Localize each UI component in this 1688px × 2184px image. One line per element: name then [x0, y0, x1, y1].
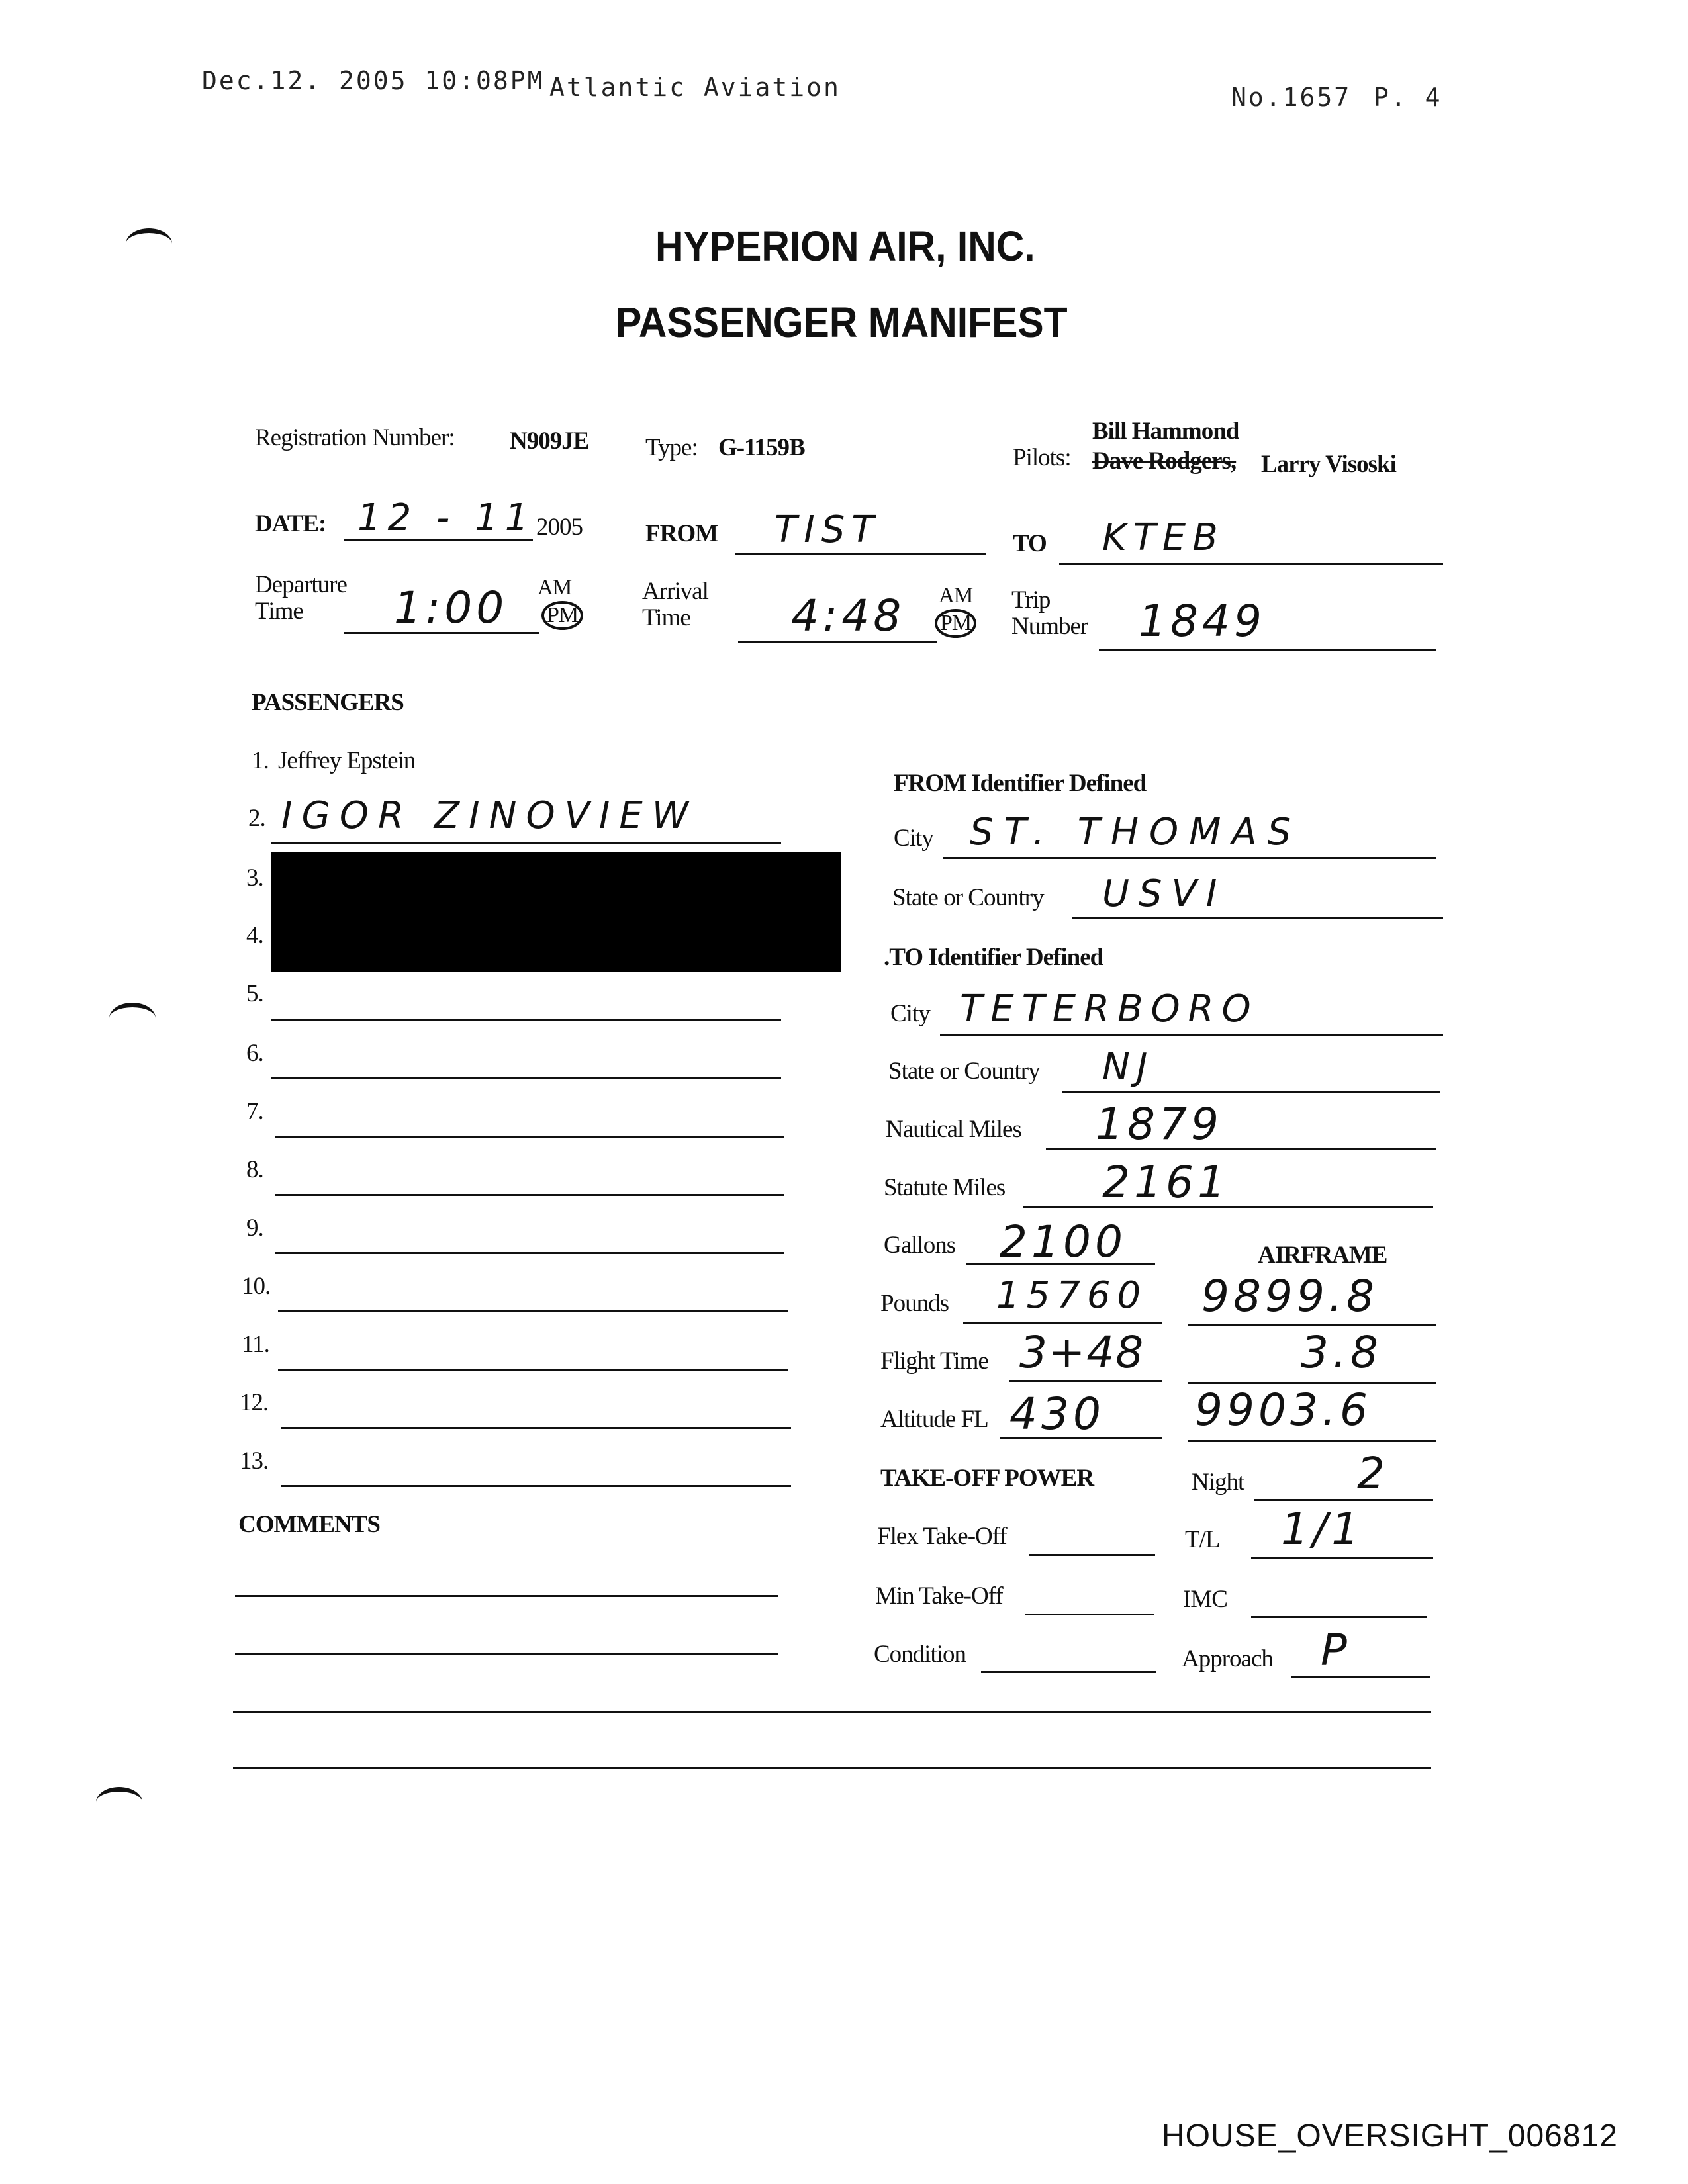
- airframe-1-value: 9899.8: [1201, 1271, 1378, 1322]
- statute-miles-value: 2161: [1102, 1157, 1229, 1208]
- approach-line: [1291, 1676, 1430, 1678]
- flight-time-line: [1009, 1380, 1162, 1382]
- passenger-name-2: IGOR ZINOVIEW: [281, 794, 698, 837]
- statute-miles-label: Statute Miles: [884, 1174, 1006, 1201]
- struck-pilot: Dave Rodgers,: [1092, 447, 1237, 475]
- registration-label: Registration Number:: [255, 424, 455, 451]
- passenger-number-5: 5.: [246, 980, 263, 1007]
- from-city-value: ST. THOMAS: [970, 811, 1302, 854]
- arrival-label-1: Arrival: [642, 578, 708, 605]
- departure-value: 1:00: [394, 582, 508, 633]
- fax-datetime: Dec.12. 2005 10:08PM: [202, 66, 545, 95]
- arrival-value: 4:48: [791, 590, 906, 641]
- condition-label: Condition: [874, 1641, 966, 1668]
- arrival-am: AM: [939, 584, 973, 608]
- altitude-value: 430: [1009, 1388, 1105, 1439]
- form-title: PASSENGER MANIFEST: [616, 298, 1068, 346]
- comment-line-1: [235, 1595, 778, 1597]
- nautical-miles-label: Nautical Miles: [886, 1116, 1021, 1143]
- flex-takeoff-line: [1029, 1554, 1155, 1556]
- approach-label: Approach: [1182, 1645, 1273, 1672]
- passenger-number-2: 2.: [248, 805, 265, 832]
- to-label: TO: [1013, 530, 1047, 557]
- airframe-2-line: [1188, 1382, 1436, 1384]
- departure-am: AM: [538, 576, 572, 600]
- passenger-line-11: [278, 1369, 788, 1371]
- gallons-value: 2100: [1000, 1216, 1127, 1267]
- comments-heading: COMMENTS: [238, 1511, 380, 1538]
- flight-time-label: Flight Time: [880, 1347, 988, 1375]
- passenger-number-11: 11.: [242, 1331, 269, 1358]
- passenger-number-6: 6.: [246, 1040, 263, 1067]
- takeoff-power-heading: TAKE-OFF POWER: [880, 1465, 1094, 1492]
- company-name: HYPERION AIR, INC.: [655, 222, 1035, 270]
- to-city-label: City: [890, 1000, 930, 1027]
- punch-hole-mark: [109, 1003, 156, 1034]
- min-takeoff-label: Min Take-Off: [875, 1582, 1003, 1610]
- other-pilot: Larry Visoski: [1261, 451, 1396, 478]
- from-identifier-heading: FROM Identifier Defined: [894, 770, 1147, 797]
- fax-sender: Atlantic Aviation: [549, 73, 841, 102]
- redaction-box: [271, 852, 841, 972]
- passenger-line-12: [281, 1427, 791, 1429]
- type-value: G-1159B: [718, 434, 805, 461]
- to-city-value: TETERBORO: [960, 987, 1259, 1030]
- to-identifier-heading: .TO Identifier Defined: [884, 944, 1103, 971]
- airframe-3-line: [1188, 1440, 1436, 1442]
- to-city-line: [940, 1034, 1443, 1036]
- passenger-number-9: 9.: [246, 1214, 263, 1242]
- airframe-heading: AIRFRAME: [1258, 1242, 1387, 1269]
- fax-number: No.1657: [1231, 83, 1352, 112]
- passenger-line-7: [275, 1136, 784, 1138]
- imc-label: IMC: [1183, 1586, 1227, 1613]
- from-label: FROM: [645, 520, 718, 547]
- from-city-label: City: [894, 825, 933, 852]
- comment-line-2: [235, 1653, 778, 1655]
- pounds-line: [963, 1322, 1162, 1324]
- from-state-line: [1072, 917, 1443, 919]
- passenger-name-1: Jeffrey Epstein: [278, 747, 416, 774]
- night-line: [1254, 1499, 1433, 1501]
- punch-hole-mark: [96, 1787, 142, 1818]
- arrival-label-2: Time: [642, 604, 690, 631]
- passenger-line-2: [271, 842, 781, 844]
- passenger-number-10: 10.: [242, 1273, 271, 1300]
- pilots-label: Pilots:: [1013, 444, 1071, 471]
- passenger-line-9: [275, 1252, 784, 1254]
- to-state-value: NJ: [1102, 1046, 1154, 1089]
- passengers-heading: PASSENGERS: [252, 689, 404, 716]
- airframe-2-value: 3.8: [1301, 1327, 1382, 1378]
- arrival-pm-circled: PM: [935, 609, 976, 638]
- from-city-line: [943, 857, 1436, 859]
- passenger-number-13: 13.: [240, 1447, 269, 1475]
- from-value: TIST: [774, 508, 881, 551]
- tl-value: 1/1: [1281, 1504, 1364, 1555]
- to-state-line: [1062, 1091, 1440, 1093]
- passenger-number-12: 12.: [240, 1389, 269, 1416]
- from-state-label: State or Country: [892, 884, 1044, 911]
- imc-line: [1251, 1616, 1427, 1618]
- pounds-label: Pounds: [880, 1290, 949, 1317]
- trip-label-1: Trip: [1011, 586, 1051, 614]
- departure-label-1: Departure: [255, 571, 347, 598]
- passenger-line-13: [281, 1485, 791, 1487]
- departure-label-2: Time: [255, 598, 303, 625]
- tl-line: [1251, 1557, 1433, 1559]
- bates-number: HOUSE_OVERSIGHT_006812: [1162, 2118, 1618, 2154]
- flex-takeoff-label: Flex Take-Off: [877, 1523, 1007, 1550]
- passenger-number-7: 7.: [246, 1098, 263, 1125]
- nautical-miles-value: 1879: [1096, 1099, 1223, 1150]
- trip-line: [1099, 649, 1436, 651]
- altitude-label: Altitude FL: [880, 1406, 988, 1433]
- date-year: 2005: [536, 514, 583, 541]
- date-line: [344, 539, 533, 541]
- passenger-number-3: 3.: [246, 864, 263, 891]
- to-line: [1059, 563, 1443, 565]
- min-takeoff-line: [1025, 1614, 1154, 1615]
- trip-label-2: Number: [1011, 613, 1088, 640]
- registration-value: N909JE: [510, 428, 589, 455]
- from-state-value: USVI: [1102, 872, 1227, 915]
- trip-value: 1849: [1139, 596, 1266, 647]
- comment-line-4: [233, 1767, 1431, 1769]
- date-handwritten: 12 - 11: [357, 496, 536, 539]
- to-value: KTEB: [1102, 516, 1225, 559]
- flight-time-value: 3+48: [1019, 1327, 1145, 1378]
- passenger-number-4: 4.: [246, 922, 263, 949]
- passenger-line-6: [271, 1077, 781, 1079]
- airframe-3-value: 9903.6: [1195, 1385, 1372, 1435]
- passenger-line-8: [275, 1194, 784, 1196]
- passenger-line-5: [271, 1019, 781, 1021]
- added-pilot: Bill Hammond: [1092, 418, 1239, 445]
- passenger-number-1: 1.: [252, 747, 269, 774]
- pounds-value: 15760: [996, 1274, 1148, 1317]
- fax-page: P. 4: [1374, 83, 1442, 112]
- punch-hole-mark: [126, 228, 172, 259]
- airframe-1-line: [1188, 1324, 1436, 1326]
- passenger-line-10: [278, 1310, 788, 1312]
- type-label: Type:: [645, 434, 698, 461]
- approach-value: P: [1321, 1625, 1351, 1676]
- comment-line-3: [233, 1711, 1431, 1713]
- departure-pm-circled: PM: [541, 601, 583, 630]
- date-label: DATE:: [255, 510, 326, 537]
- condition-line: [981, 1671, 1156, 1673]
- tl-label: T/L: [1185, 1526, 1220, 1553]
- night-value: 2: [1357, 1448, 1389, 1499]
- from-line: [735, 553, 986, 555]
- gallons-label: Gallons: [884, 1232, 956, 1259]
- to-state-label: State or Country: [888, 1058, 1040, 1085]
- passenger-number-8: 8.: [246, 1156, 263, 1183]
- night-label: Night: [1192, 1469, 1244, 1496]
